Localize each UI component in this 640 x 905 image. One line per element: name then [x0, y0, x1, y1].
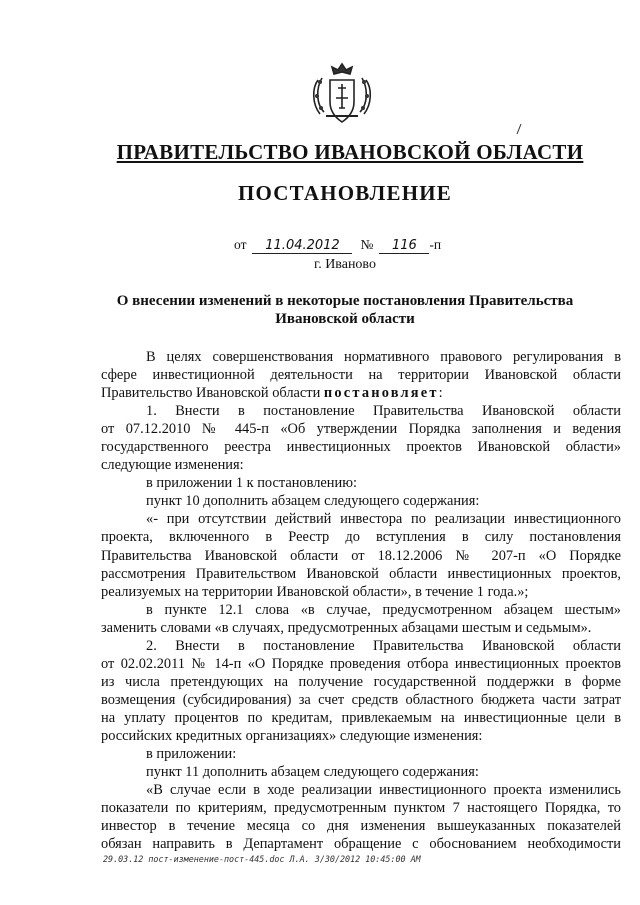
- body-line: возмещения (субсидирования) за счет средств областного бюджета части затрат: [101, 691, 621, 708]
- decree-keyword: постановляет: [323, 385, 439, 402]
- body-line: Правительства Ивановской области от 18.12.2006 № 207-п «О Порядке: [101, 547, 621, 564]
- document-subject: [0, 292, 640, 328]
- handwritten-date: 11.04.2012: [252, 238, 352, 254]
- body-line: сфере инвестиционной деятельности на территории Ивановской области: [101, 367, 621, 384]
- body-line: из числа претендующих на получение государственной поддержки в форме: [101, 673, 621, 690]
- body-line: рассмотрения Правительством Ивановской области инвестиционных проектов,: [101, 565, 621, 582]
- body-line: [101, 384, 621, 402]
- subject-line: Ивановской области: [275, 311, 415, 327]
- body-line: российских кредитных организациях» следующие изменения:: [101, 727, 483, 744]
- body-line: «В случае если в ходе реализации инвестиционного проекта изменились: [146, 782, 621, 799]
- coat-of-arms-emblem: [306, 58, 378, 130]
- body-line: от 07.12.2010 № 445-п «Об утверждении Порядка заполнения и ведения: [101, 421, 621, 438]
- body-line: «- при отсутствии действий инвестора по реализации инвестиционного: [146, 511, 621, 528]
- city: г. Иваново: [314, 257, 376, 272]
- body-line: в приложении:: [146, 746, 237, 763]
- body-line: реализуемых на территории Ивановской области», в течение 1 года.»;: [101, 583, 529, 600]
- body-line: от 02.02.2011 № 14-п «О Порядке проведения отбора инвестиционных проектов: [101, 655, 621, 672]
- body-line: пункт 11 дополнить абзацем следующего содержания:: [146, 764, 479, 781]
- subject-line: О внесении изменений в некоторые постановления Правительства: [116, 293, 574, 309]
- number-prefix: №: [360, 237, 374, 252]
- body-line: показатели по критериям, предусмотренным пунктом 7 настоящего Порядка, то: [101, 800, 621, 817]
- body-line: инвестор в течение месяца со дня изменения вышеуказанных показателей: [101, 818, 621, 835]
- body-line: в пункте 12.1 слова «в случае, предусмотренном абзацем шестым»: [146, 601, 621, 618]
- body-line: пункт 10 дополнить абзацем следующего содержания:: [146, 493, 480, 510]
- body-line: государственного реестра инвестиционных проектов Ивановской области»: [101, 439, 621, 456]
- body-line: 2. Внести в постановление Правительства Ивановской области: [146, 637, 621, 654]
- date-number-line: [234, 237, 441, 254]
- government-title: ПРАВИТЕЛЬСТВО ИВАНОВСКОЙ ОБЛАСТИ: [116, 140, 584, 164]
- file-footer: 29.03.12 пост-изменение-пост-445.doc Л.А. 3/30/2012 10:45:00 AM: [103, 854, 421, 864]
- date-prefix: от: [234, 237, 247, 252]
- body-line: 1. Внести в постановление Правительства Ивановской области: [146, 403, 621, 420]
- document-type: ПОСТАНОВЛЕНИЕ: [237, 181, 453, 205]
- body-line: обязан направить в Департамент обращение с обоснованием необходимости: [101, 836, 621, 853]
- body-text: Правительство Ивановской области: [101, 385, 324, 402]
- document-body: [101, 348, 621, 853]
- body-line: следующие изменения:: [101, 457, 244, 474]
- number-suffix: -п: [429, 237, 442, 252]
- body-line: заменить словами «в случаях, предусмотренных абзацами шестым и седьмым».: [101, 619, 592, 636]
- body-line: проекта, включенного в Реестр до вступления в силу постановления: [101, 529, 621, 546]
- body-line: В целях совершенствования нормативного правового регулирования в: [146, 349, 621, 365]
- handwritten-number: 116: [379, 238, 429, 254]
- body-line: на уплату процентов по кредитам, привлекаемым на инвестиционные цели в: [101, 709, 621, 726]
- body-text: :: [438, 385, 443, 402]
- body-line: в приложении 1 к постановлению:: [146, 475, 357, 492]
- pen-mark: [516, 124, 522, 134]
